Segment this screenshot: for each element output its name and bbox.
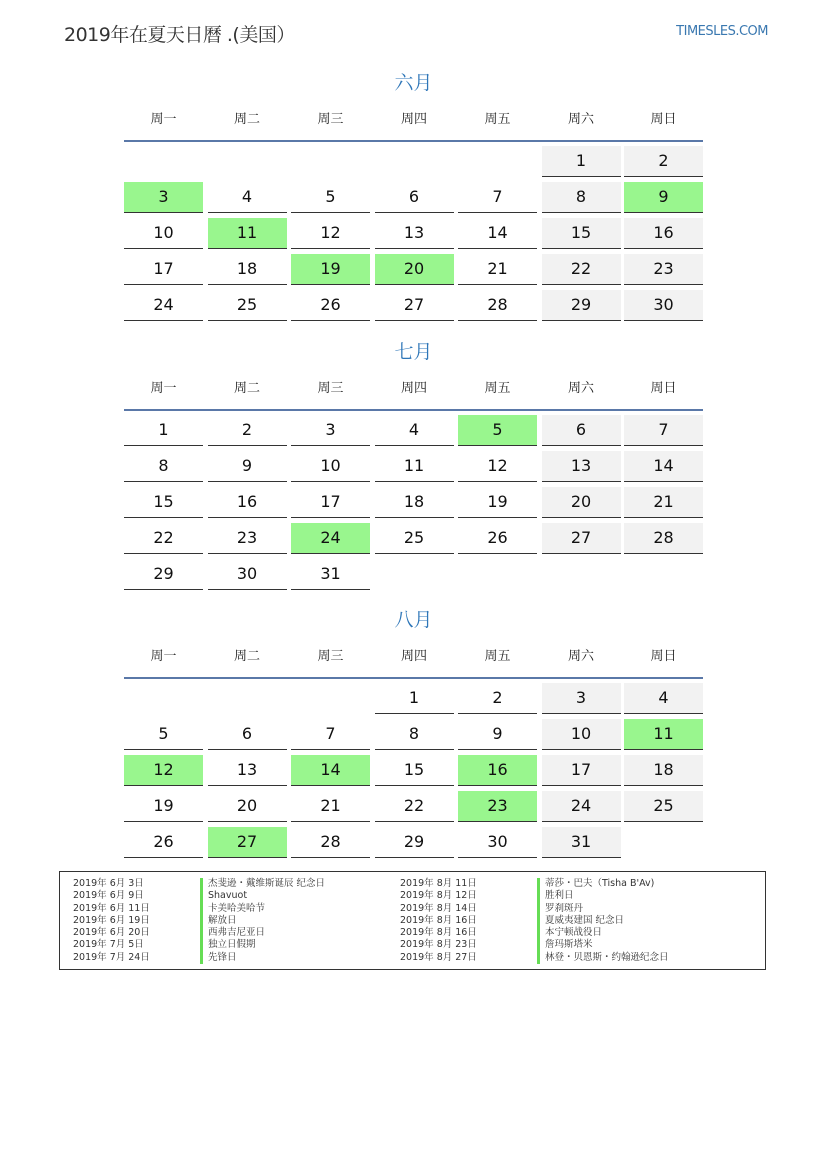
weekday-label: 周一 <box>150 381 177 396</box>
legend-dates-right <box>400 878 477 964</box>
day-cell: 10 <box>542 719 621 750</box>
page-title: 2019年在夏天日曆 .(美国） <box>64 24 295 46</box>
day-cell: 24 <box>542 791 621 822</box>
day-cell: 2 <box>208 415 287 446</box>
legend-holiday-name: 罗刹斑丹 <box>545 902 584 914</box>
day-cell: 25 <box>208 290 287 321</box>
day-cell: 31 <box>291 559 370 590</box>
weekday-label: 周三 <box>317 381 344 396</box>
day-cell: 11 <box>375 451 454 482</box>
day-cell: 15 <box>124 487 203 518</box>
legend-holiday-name: 林登・贝恩斯・约翰逊纪念日 <box>545 951 669 963</box>
weekday-label: 周日 <box>650 381 677 396</box>
legend-date: 2019年 6月 19日 <box>73 914 150 926</box>
legend-holiday-name: 詹玛斯塔米 <box>545 939 593 951</box>
legend-holiday-name: Shavuot <box>208 890 248 902</box>
day-cell: 3 <box>542 683 621 714</box>
day-cell: 5 <box>291 182 370 213</box>
day-cell: 7 <box>291 719 370 750</box>
legend-date: 2019年 8月 11日 <box>400 878 477 889</box>
day-cell: 30 <box>208 559 287 590</box>
day-cell: 9 <box>458 719 537 750</box>
day-cell: 7 <box>624 415 703 446</box>
holiday-day-cell: 23 <box>458 791 537 822</box>
day-cell: 31 <box>542 827 621 858</box>
day-cell: 5 <box>124 719 203 750</box>
legend-holiday-name: 胜利日 <box>545 890 574 902</box>
day-cell: 13 <box>375 218 454 249</box>
weekday-label: 周一 <box>150 112 177 127</box>
day-cell: 8 <box>542 182 621 213</box>
day-cell: 14 <box>624 451 703 482</box>
holiday-day-cell: 9 <box>624 182 703 213</box>
legend-date: 2019年 8月 16日 <box>400 927 477 939</box>
month-title: 八月 <box>394 609 433 631</box>
day-cell: 18 <box>208 254 287 285</box>
day-cell: 28 <box>458 290 537 321</box>
day-grid <box>124 415 703 595</box>
day-cell: 25 <box>375 523 454 554</box>
legend-date: 2019年 6月 11日 <box>73 902 150 914</box>
legend-dates-left <box>73 878 150 964</box>
legend-date: 2019年 8月 27日 <box>400 951 477 963</box>
day-cell: 12 <box>291 218 370 249</box>
weekday-header <box>124 635 703 677</box>
weekday-label: 周六 <box>567 649 594 664</box>
day-cell: 29 <box>375 827 454 858</box>
weekday-label: 周日 <box>650 112 677 127</box>
brand-link[interactable]: TIMESLES.COM <box>676 24 768 39</box>
legend-holiday-name: 西弗吉尼亚日 <box>208 927 266 939</box>
holiday-day-cell: 11 <box>624 719 703 750</box>
legend-date: 2019年 8月 14日 <box>400 902 477 914</box>
day-cell: 16 <box>208 487 287 518</box>
day-cell: 15 <box>375 755 454 786</box>
day-cell: 27 <box>375 290 454 321</box>
day-cell: 6 <box>542 415 621 446</box>
holiday-day-cell: 20 <box>375 254 454 285</box>
legend-date: 2019年 8月 12日 <box>400 890 477 902</box>
day-cell: 18 <box>375 487 454 518</box>
weekday-label: 周五 <box>484 381 511 396</box>
day-cell: 10 <box>124 218 203 249</box>
weekday-label: 周三 <box>317 649 344 664</box>
weekday-label: 周二 <box>233 112 260 127</box>
day-cell: 2 <box>624 146 703 177</box>
day-cell: 16 <box>624 218 703 249</box>
holiday-day-cell: 27 <box>208 827 287 858</box>
day-cell: 6 <box>375 182 454 213</box>
weekday-label: 周六 <box>567 112 594 127</box>
day-grid <box>124 683 703 863</box>
weekday-label: 周二 <box>233 649 260 664</box>
legend-names-left <box>200 878 325 964</box>
day-cell: 17 <box>542 755 621 786</box>
weekday-label: 周一 <box>150 649 177 664</box>
day-cell: 26 <box>458 523 537 554</box>
weekday-header <box>124 98 703 140</box>
month-calendar <box>124 605 703 863</box>
weekday-label: 周六 <box>567 381 594 396</box>
legend-holiday-name: 独立日假期 <box>208 939 256 951</box>
day-cell: 9 <box>208 451 287 482</box>
weekday-label: 周日 <box>650 649 677 664</box>
legend-holiday-name: 卡美哈美哈节 <box>208 902 266 914</box>
legend-names-right <box>537 878 669 964</box>
weekday-label: 周四 <box>400 649 427 664</box>
legend-date: 2019年 8月 23日 <box>400 939 477 951</box>
weekday-header <box>124 367 703 409</box>
day-cell: 20 <box>542 487 621 518</box>
day-cell: 27 <box>542 523 621 554</box>
weekday-label: 周五 <box>484 649 511 664</box>
day-cell: 4 <box>375 415 454 446</box>
day-cell: 17 <box>291 487 370 518</box>
day-cell: 21 <box>624 487 703 518</box>
holiday-day-cell: 11 <box>208 218 287 249</box>
day-cell: 29 <box>542 290 621 321</box>
day-cell: 25 <box>624 791 703 822</box>
holiday-day-cell: 3 <box>124 182 203 213</box>
day-cell: 23 <box>624 254 703 285</box>
day-cell: 23 <box>208 523 287 554</box>
day-cell: 1 <box>375 683 454 714</box>
day-cell: 26 <box>124 827 203 858</box>
month-calendar <box>124 68 703 326</box>
day-cell: 28 <box>624 523 703 554</box>
day-cell: 29 <box>124 559 203 590</box>
day-cell: 22 <box>124 523 203 554</box>
holiday-day-cell: 12 <box>124 755 203 786</box>
month-calendar <box>124 337 703 595</box>
holiday-day-cell: 16 <box>458 755 537 786</box>
day-cell: 30 <box>624 290 703 321</box>
day-cell: 20 <box>208 791 287 822</box>
day-cell: 7 <box>458 182 537 213</box>
day-cell: 8 <box>124 451 203 482</box>
legend-date: 2019年 8月 16日 <box>400 914 477 926</box>
day-cell: 24 <box>124 290 203 321</box>
holiday-legend <box>59 871 766 970</box>
month-title: 六月 <box>394 72 433 94</box>
day-cell: 1 <box>542 146 621 177</box>
legend-date: 2019年 7月 24日 <box>73 951 150 963</box>
day-cell: 15 <box>542 218 621 249</box>
weekday-label: 周四 <box>400 112 427 127</box>
header-divider <box>124 677 703 679</box>
header-divider <box>124 140 703 142</box>
day-cell: 17 <box>124 254 203 285</box>
day-cell: 8 <box>375 719 454 750</box>
day-cell: 18 <box>624 755 703 786</box>
header-divider <box>124 409 703 411</box>
legend-date: 2019年 7月 5日 <box>73 939 144 951</box>
legend-holiday-name: 杰斐逊・戴维斯诞辰 纪念日 <box>208 878 326 889</box>
day-cell: 22 <box>542 254 621 285</box>
day-cell: 1 <box>124 415 203 446</box>
legend-holiday-name: 蒂莎・巴夫（Tisha B'Av) <box>545 878 655 889</box>
weekday-label: 周二 <box>233 381 260 396</box>
day-cell: 19 <box>458 487 537 518</box>
day-cell: 19 <box>124 791 203 822</box>
weekday-label: 周五 <box>484 112 511 127</box>
holiday-day-cell: 14 <box>291 755 370 786</box>
holiday-day-cell: 5 <box>458 415 537 446</box>
day-grid <box>124 146 703 326</box>
day-cell: 10 <box>291 451 370 482</box>
day-cell: 2 <box>458 683 537 714</box>
day-cell: 22 <box>375 791 454 822</box>
day-cell: 12 <box>458 451 537 482</box>
legend-date: 2019年 6月 20日 <box>73 927 150 939</box>
day-cell: 6 <box>208 719 287 750</box>
holiday-day-cell: 19 <box>291 254 370 285</box>
day-cell: 4 <box>624 683 703 714</box>
day-cell: 3 <box>291 415 370 446</box>
day-cell: 30 <box>458 827 537 858</box>
legend-holiday-name: 夏威夷建国 纪念日 <box>545 914 625 926</box>
day-cell: 21 <box>291 791 370 822</box>
legend-date: 2019年 6月 9日 <box>73 890 144 902</box>
legend-date: 2019年 6月 3日 <box>73 878 144 889</box>
day-cell: 13 <box>208 755 287 786</box>
day-cell: 26 <box>291 290 370 321</box>
day-cell: 21 <box>458 254 537 285</box>
weekday-label: 周三 <box>317 112 344 127</box>
legend-holiday-name: 本宁顿战役日 <box>545 927 603 939</box>
day-cell: 28 <box>291 827 370 858</box>
day-cell: 4 <box>208 182 287 213</box>
weekday-label: 周四 <box>400 381 427 396</box>
holiday-day-cell: 24 <box>291 523 370 554</box>
legend-holiday-name: 解放日 <box>208 914 237 926</box>
day-cell: 13 <box>542 451 621 482</box>
day-cell: 14 <box>458 218 537 249</box>
month-title: 七月 <box>394 341 433 363</box>
legend-holiday-name: 先锋日 <box>208 951 237 963</box>
